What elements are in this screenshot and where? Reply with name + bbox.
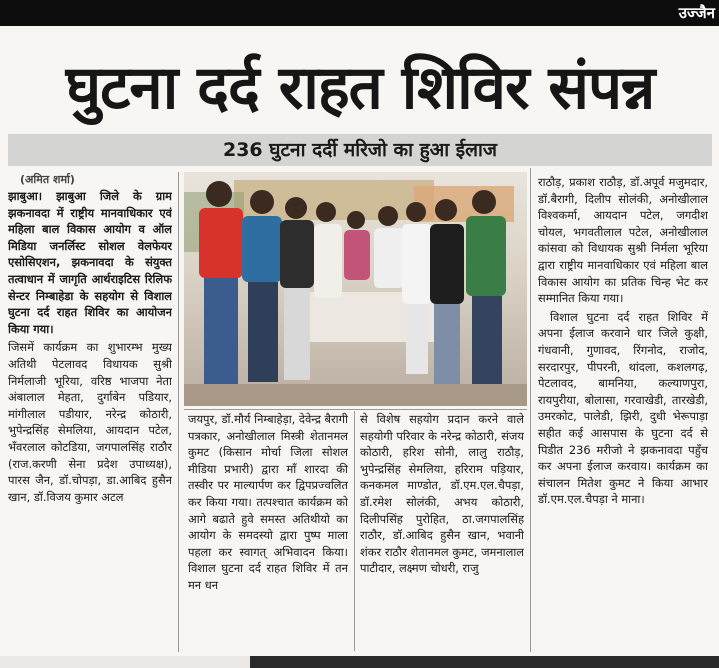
photo-divider — [184, 409, 527, 410]
city-label: उज्जैन — [678, 4, 715, 22]
event-photo — [184, 172, 527, 406]
byline: (अमित शर्मा) — [20, 173, 75, 186]
column-4-paragraph-2: विशाल घुटना दर्द राहत शिविर में अपना ईलाज करवाने धार जिले कुक्षी, गंधवानी, गुणावद, रिंगनोद, राजोद, सरदारपुर, पीपरनी, थांदला, कशलगढ़, पेटलावद, बामनिया, कल्याणपुरा, रायपुरीया, बोलासा, गरवाखेडी, तारखेडी, उमरकोट, पालेडी, झिरी, दुधी भेरूपाड़ा सहीत कई आसपास के घुटना दर्द से पिडीत 236 मरीजो ने झकनावदा पहुँच कर अपना ईलाज करवाय। कार्यक्रम का संचालन मितेश कुमट ने किया आभार डॉ.एम.एल.चैपड़ा ने माना। — [538, 309, 708, 507]
article-column-3 — [360, 411, 524, 651]
group-photo-illustration — [184, 172, 527, 406]
next-article-band — [250, 656, 719, 668]
column-4-paragraph-1: राठौड़, प्रकाश राठौड़, डॉ.अपूर्व मजुमदार, डॉ.बैरागी, दिलीप सोलंकी, अनोखीलाल विश्वकर्मा, आयदान पटेल, जगदीश चोयल, भगवतीलाल पटेल, अनोखीलाल कांसवा को विधायक सुश्री निर्मला भूरिया द्वारा राष्ट्रीय मानवाधिकार एवं महिला बाल विकास आयोग का प्रतिक चिन्ह भेट कर सम्मानित किया गया। — [538, 175, 708, 306]
article-column-2 — [188, 411, 348, 651]
column-divider — [530, 168, 531, 652]
column-divider — [354, 411, 355, 651]
subheadline-bar — [8, 134, 712, 166]
lead-paragraph: झाबुआ। झाबुआ जिले के ग्राम झकनावदा में राष्ट्रीय मानवाधिकार एवं महिला बाल विकास आयोग व ऑल मिडिया जनर्लिस्ट सोशल वेलफेयर एसोसिएशन, झकनावदा के संयुक्त तत्वाधान में जागृति आर्थराइटिस रिलिफ सेन्टर निम्बाहेडा के सहयोग से विशाल घुटना दर्द राहत शिविर का आयोजन किया गया। — [8, 189, 172, 336]
body-paragraph: जिसमें कार्यक्रम का शुभारम्भ मुख्य अतिथी पेटलावद विधायक सुश्री निर्मलाजी भूरिया, वरिष्ठ भाजपा नेता अंबालाल मेहता, दुर्गाबेन पडियार, मांगीलाल पडीयार, नरेन्द्र कोठारी, भुपेन्द्रसिंह सेमलिया, आयदान पटेल, भँवरलाल कोटडिया, जगपालसिंह राठौर (राज.करणी सेना प्रदेश उपाध्यक्ष), पारस जैन, डॉ.चोपड़ा, डा.आबिद हुसैन खान, डॉ.विजय कुमार अटल — [8, 340, 172, 504]
top-bar — [0, 0, 719, 26]
column-2-text: जयपुर, डॉ.मौर्य निम्बाहेड़ा, देवेन्द्र बैरागी पत्रकार, अनोखीलाल मिस्त्री शेतानमल कुमट (किसान मोर्चा जिला सोशल मीडिया प्रभारी) द्वारा माँ शारदा की तस्वीर पर माल्यार्पण कर द्विपप्रज्वलित कर किया गया। तत्पश्चात कार्यक्रम को आगे बढाते हुवे समस्त अतिथीयो का आयोग के समदस्यो द्वारा पुष्प माला पहला कर स्वागत् अभिवादन किया।विशाल घुटना दर्द राहत शिविर में तन मन धन — [188, 412, 348, 592]
headline: घुटना दर्द राहत शिविर संपन्न — [65, 53, 655, 123]
bottom-strip — [0, 656, 719, 668]
column-divider — [178, 172, 179, 652]
column-3-text: से विशेष सहयोग प्रदान करने वाले सहयोगी परिवार के नरेन्द्र कोठारी, संजय कोठारी, हरिश सोनी, लालु राठौड़, भुपेन्द्रसिंह सेमलिया, हरिराम पड़ियार, कनकमल माण्डोत, डॉ.एम.एल.चैपड़ा, डॉ.रमेश सोलंकी, अभय कोठारी, दिलीपसिंह पुरोहित, ठा.जगपालसिंह राठौर, डॉ.आबिद हुसैन खान, भवानी शंकर राठौर शेतानमल कुमट, जमनालाल पाटीदार, लक्ष्मण चोधरी, राजु — [360, 412, 524, 576]
article-column-4 — [538, 174, 708, 654]
article-column-1 — [8, 188, 172, 654]
subheadline: 236 घुटना दर्दी मरिजो का हुआ ईलाज — [222, 139, 498, 161]
